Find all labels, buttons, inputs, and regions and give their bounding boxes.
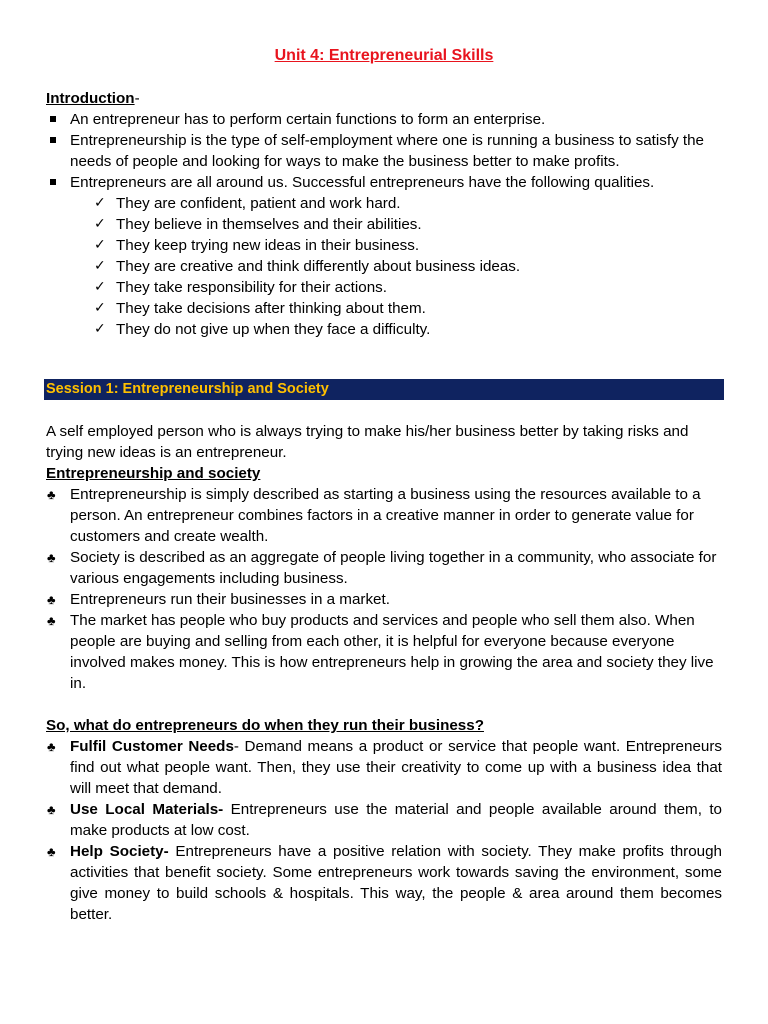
introduction-heading-line (46, 88, 722, 109)
checklist-item: ✓ They do not give up when they face a difficulty. (94, 319, 722, 340)
checklist-item: ✓ They take responsibility for their actions. (94, 277, 722, 298)
item-label: Use Local Materials- (70, 801, 224, 818)
introduction-bullet-list (46, 109, 722, 193)
session1-paragraph: A self employed person who is always trying to make his/her business better by taking risks and trying new ideas is an entrepreneur. (46, 423, 689, 461)
list-item: Entrepreneurs are all around us. Successful entrepreneurs have the following qualities. (46, 172, 722, 193)
qualities-checklist (46, 193, 722, 340)
list-item: ♣ Society is described as an aggregate of people living together in a community, who associate for various engagements including business. (46, 547, 722, 589)
introduction-heading-suffix: - (134, 90, 140, 107)
item-label: Fulfil Customer Needs (70, 738, 234, 755)
list-item: ♣ The market has people who buy products and services and people who sell them also. When people are buying and selling from each other, it is helpful for everyone because everyone involved makes money. This is how entrepreneurs help in growing the area and society they live in. (46, 610, 722, 694)
introduction-section (46, 88, 722, 340)
item-label: Help Society- (70, 843, 169, 860)
list-item: ♣ Entrepreneurs run their businesses in a market. (46, 589, 722, 610)
page-title: Unit 4: Entrepreneurial Skills (274, 47, 494, 64)
list-item (46, 736, 722, 799)
list-item: An entrepreneur has to perform certain functions to form an enterprise. (46, 109, 722, 130)
item-text: Entrepreneurs have a positive relation with society. They make profits through activities that benefit society. Some entrepreneurs work towards saving the environment, some give money to build schools & hospitals. This way, the people & area around them becomes better. (70, 843, 722, 923)
checklist-item: ✓ They believe in themselves and their abilities. (94, 214, 722, 235)
checklist-item: ✓ They take decisions after thinking about them. (94, 298, 722, 319)
list-item (46, 799, 722, 841)
introduction-heading: Introduction (46, 90, 135, 107)
society-bullet-list (46, 484, 722, 694)
list-item (46, 841, 722, 925)
run-business-list (46, 736, 722, 925)
entrepreneurship-society-heading: Entrepreneurship and society (46, 465, 261, 482)
list-item: Entrepreneurship is the type of self-employment where one is running a business to satisfy the needs of people and looking for ways to make the business better to make profits. (46, 130, 722, 172)
checklist-item: ✓ They are confident, patient and work hard. (94, 193, 722, 214)
session-heading-bar: Session 1: Entrepreneurship and Society (44, 379, 724, 400)
checklist-item: ✓ They keep trying new ideas in their business. (94, 235, 722, 256)
session1-section (46, 421, 722, 925)
list-item: ♣ Entrepreneurship is simply described as starting a business using the resources available to a person. An entrepreneur combines factors in a creative manner in order to generate value for customers and create wealth. (46, 484, 722, 547)
item-text: Entrepreneurs use the material and people available around them, to make products at low cost. (70, 801, 723, 839)
run-business-heading: So, what do entrepreneurs do when they run their business? (46, 717, 484, 734)
item-text: - Demand means a product or service that people want. Entrepreneurs find out what people want. Then, they use their creativity to come up with a business idea that will meet that demand. (70, 738, 722, 797)
checklist-item: ✓ They are creative and think differently about business ideas. (94, 256, 722, 277)
